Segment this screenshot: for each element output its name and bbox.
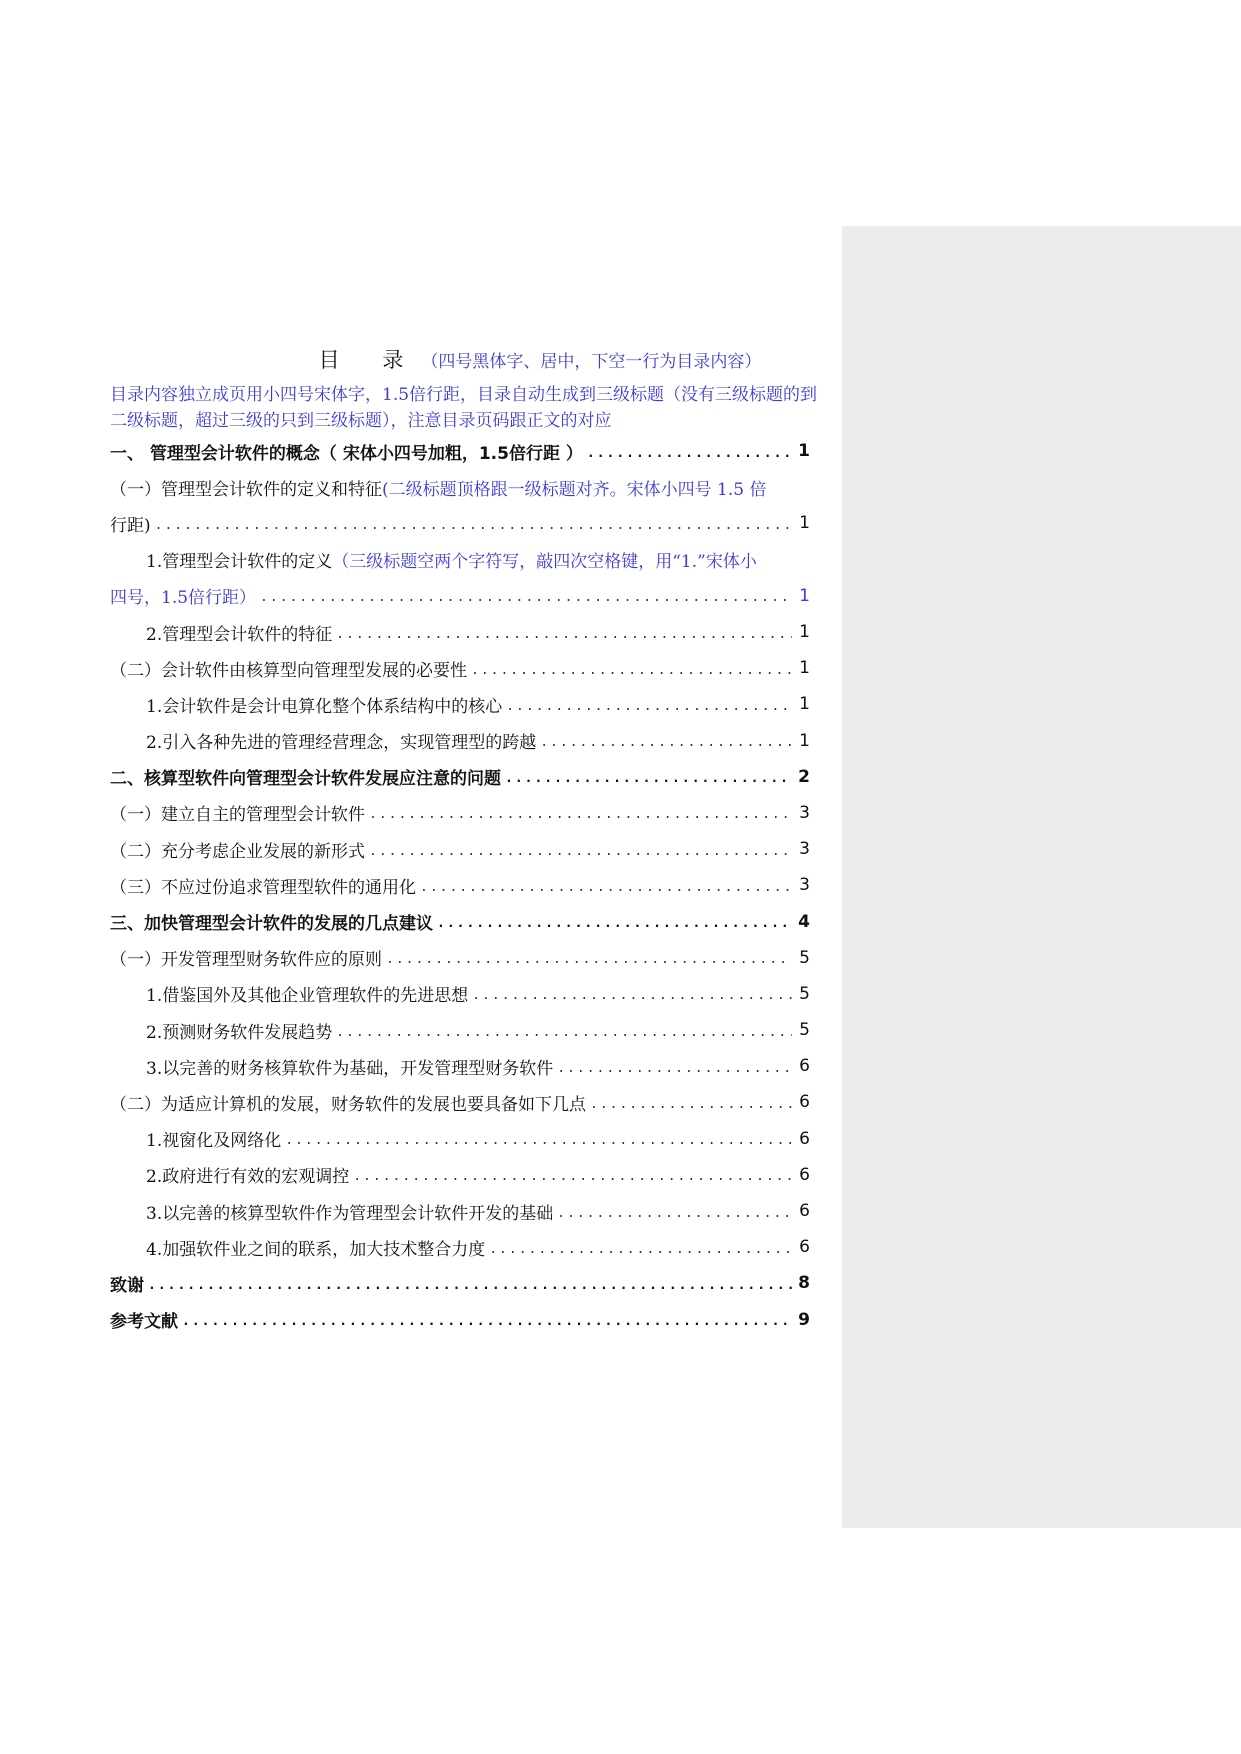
toc-entry-text: 三、加快管理型会计软件的发展的几点建议 — [110, 914, 433, 935]
toc-entry-text: 2.管理型会计软件的特征 — [146, 624, 333, 645]
dot-leader — [587, 442, 792, 461]
toc-entry-text: 1.会计软件是会计电算化整个体系结构中的核心 — [146, 696, 503, 717]
toc-entry-level3[interactable] — [110, 1229, 810, 1265]
toc-page-number: 6 — [799, 1092, 810, 1113]
toc-entry-level1[interactable] — [110, 759, 810, 795]
toc-entry-acknowledgements[interactable] — [110, 1265, 810, 1301]
toc-entry-text: （二）为适应计算机的发展，财务软件的发展也要具备如下几点 — [110, 1094, 586, 1115]
toc-entry-level3[interactable] — [110, 1157, 810, 1193]
toc-entry-level2[interactable] — [110, 795, 810, 831]
dot-leader — [369, 803, 792, 822]
toc-page-number: 5 — [799, 983, 810, 1004]
toc-entry-text: 一、 管理型会计软件的概念（ 宋体小四号加粗，1.5倍行距 ） — [110, 443, 583, 464]
toc-page-number: 6 — [799, 1128, 810, 1149]
toc-title-note: （四号黑体字、居中，下空一行为目录内容） — [421, 352, 762, 372]
toc-entry-text: 2.引入各种先进的管理经营理念，实现管理型的跨越 — [146, 733, 537, 754]
toc-entry-continuation[interactable] — [110, 505, 810, 541]
toc-entry-text: （一）开发管理型财务软件应的原则 — [110, 950, 382, 971]
toc-entry-text: 1.视窗化及网络化 — [146, 1131, 282, 1152]
toc-entry-continuation[interactable] — [110, 578, 810, 614]
toc-entry-text: 参考文献 — [110, 1312, 178, 1333]
toc-page-number: 3 — [799, 802, 810, 823]
toc-page-number: 3 — [799, 875, 810, 896]
toc-entry-level1[interactable] — [110, 903, 810, 939]
dot-leader — [557, 1202, 792, 1221]
dot-leader — [336, 623, 792, 642]
toc-entry-annotation: (二级标题顶格跟一级标题对齐。宋体小四号 1.5 倍 — [382, 479, 767, 500]
dot-leader — [590, 1093, 792, 1112]
toc-entry-text: 二、核算型软件向管理型会计软件发展应注意的问题 — [110, 769, 501, 790]
toc-entry-level2[interactable] — [110, 867, 810, 903]
dot-leader — [472, 984, 792, 1003]
toc-instruction: 目录内容独立成页用小四号宋体字，1.5倍行距，目录自动生成到三级标题（没有三级标题的到二级标题，超过三级的只到三级标题），注意目录页码跟正文的对应 — [110, 385, 818, 431]
toc-entry-text: 2.预测财务软件发展趋势 — [146, 1022, 333, 1043]
toc-page-number: 4 — [798, 911, 810, 932]
dot-leader — [506, 695, 792, 714]
toc-page-number: 5 — [799, 947, 810, 968]
dot-leader — [489, 1238, 792, 1257]
toc-entry-text: 致谢 — [110, 1275, 144, 1296]
toc-page-number: 6 — [799, 1237, 810, 1258]
toc-entry-level2[interactable] — [110, 1084, 810, 1120]
toc-page-number: 2 — [798, 766, 810, 787]
dot-leader — [285, 1129, 792, 1148]
table-of-contents — [110, 433, 810, 1338]
toc-entry-references[interactable] — [110, 1302, 810, 1338]
toc-entry-text: 行距) — [110, 515, 151, 536]
toc-page-number: 9 — [798, 1309, 810, 1330]
dot-leader — [155, 514, 792, 533]
toc-entry-text: 3.以完善的财务核算软件为基础，开发管理型财务软件 — [146, 1058, 554, 1079]
toc-title-main: 目 录 — [318, 348, 422, 372]
dot-leader — [369, 840, 792, 859]
toc-entry-level3[interactable] — [110, 976, 810, 1012]
toc-page-number: 1 — [799, 658, 810, 679]
toc-entry-level3[interactable] — [110, 1048, 810, 1084]
dot-leader — [148, 1274, 792, 1293]
toc-page-number: 8 — [798, 1273, 810, 1294]
toc-page-number: 1 — [798, 441, 810, 462]
dot-leader — [471, 659, 792, 678]
toc-page-number: 1 — [799, 730, 810, 751]
toc-entry-annotation: （三级标题空两个字符写，敲四次空格键，用“1.”宋体小 — [332, 552, 757, 573]
toc-entry-text: 1.借鉴国外及其他企业管理软件的先进思想 — [146, 986, 469, 1007]
dot-leader — [420, 876, 792, 895]
toc-entry-level2[interactable] — [110, 940, 810, 976]
toc-entry-text: 1.管理型会计软件的定义 — [146, 552, 333, 573]
toc-page-number: 5 — [799, 1020, 810, 1041]
toc-entry-level2[interactable] — [110, 831, 810, 867]
toc-page-number: 3 — [799, 839, 810, 860]
dot-leader — [505, 767, 792, 786]
toc-entry-level3[interactable] — [110, 1121, 810, 1157]
toc-entry-text: （二）会计软件由核算型向管理型发展的必要性 — [110, 660, 467, 681]
toc-page-number: 1 — [799, 694, 810, 715]
toc-entry-text: （三）不应过份追求管理型软件的通用化 — [110, 877, 416, 898]
toc-entry-level2[interactable] — [110, 650, 810, 686]
toc-entry-level3[interactable] — [110, 614, 810, 650]
comment-pane — [842, 226, 1241, 1528]
toc-page-number: 6 — [799, 1201, 810, 1222]
dot-leader — [557, 1057, 792, 1076]
toc-page-number: 6 — [799, 1164, 810, 1185]
toc-entry-text: 3.以完善的核算型软件作为管理型会计软件开发的基础 — [146, 1203, 554, 1224]
toc-entry-level3[interactable] — [110, 1012, 810, 1048]
dot-leader — [540, 731, 792, 750]
toc-page-number: 6 — [799, 1056, 810, 1077]
dot-leader — [336, 1021, 792, 1040]
toc-entry-text: 2.政府进行有效的宏观调控 — [146, 1167, 350, 1188]
dot-leader — [386, 948, 792, 967]
toc-entry-level2[interactable] — [110, 469, 810, 505]
toc-entry-text: 4.加强软件业之间的联系，加大技术整合力度 — [146, 1239, 486, 1260]
dot-leader — [260, 586, 792, 605]
toc-title — [110, 342, 830, 380]
toc-entry-text: （一）建立自主的管理型会计软件 — [110, 805, 365, 826]
toc-entry-level3[interactable] — [110, 542, 810, 578]
toc-page-number: 1 — [799, 585, 810, 606]
toc-entry-level3[interactable] — [110, 1193, 810, 1229]
toc-entry-text: 四号，1.5倍行距） — [110, 588, 257, 609]
toc-entry-text: （二）充分考虑企业发展的新形式 — [110, 841, 365, 862]
dot-leader — [437, 912, 792, 931]
toc-page-number: 1 — [799, 622, 810, 643]
dot-leader — [182, 1310, 792, 1329]
toc-entry-level3[interactable] — [110, 723, 810, 759]
toc-entry-text: （一）管理型会计软件的定义和特征 — [110, 479, 382, 500]
toc-page-number: 1 — [799, 513, 810, 534]
toc-entry-level3[interactable] — [110, 686, 810, 722]
dot-leader — [353, 1165, 792, 1184]
toc-entry-level1[interactable] — [110, 433, 810, 469]
